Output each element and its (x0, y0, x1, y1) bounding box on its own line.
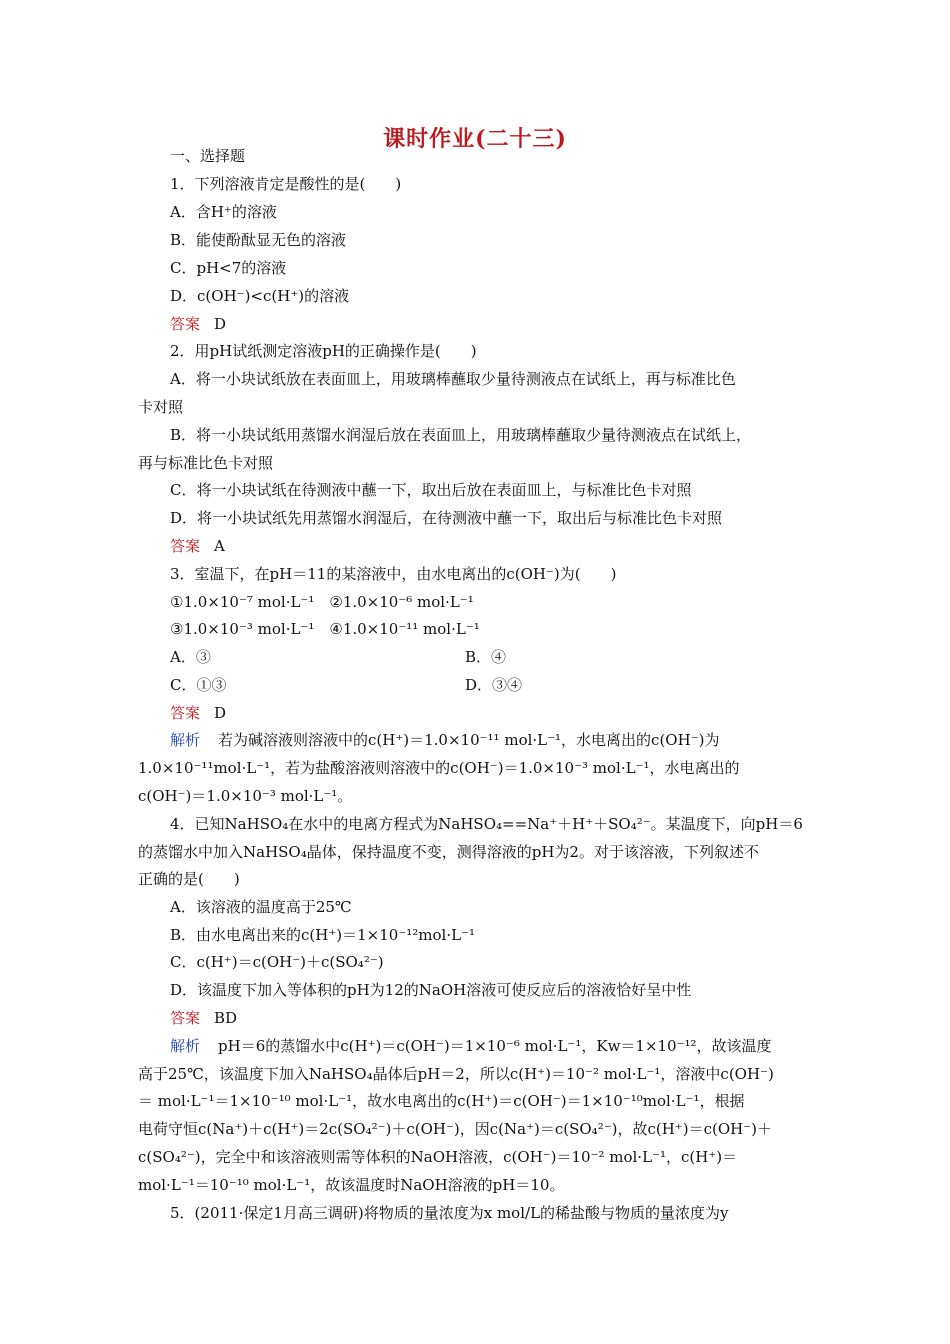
question-3-options-cd (170, 675, 818, 695)
question-3-stem: 3．室温下，在pH＝11的某溶液中，由水电离出的c(OH⁻)为( ) (170, 565, 617, 583)
question-3-option-b: B．④ (465, 648, 507, 666)
question-2-option-a-line2: 卡对照 (138, 398, 184, 416)
answer-label: 答案 (170, 704, 201, 722)
question-4-analysis-line3: ＝ mol·L⁻¹＝1×10⁻¹⁰ mol·L⁻¹，故水电离出的c(H⁺)＝c(OH⁻)＝1×10⁻¹⁰mol·L⁻¹，根据 (138, 1092, 745, 1110)
question-1-option-d: D．c(OH⁻)<c(H⁺)的溶液 (170, 287, 350, 305)
question-1-option-a: A．含H⁺的溶液 (170, 203, 277, 221)
question-2-option-c: C．将一小块试纸在待测液中蘸一下，取出后放在表面皿上，与标准比色卡对照 (170, 481, 692, 499)
question-3-answer (170, 703, 818, 723)
question-3-choices-1: ①1.0×10⁻⁷ mol·L⁻¹ ②1.0×10⁻⁶ mol·L⁻¹ (170, 593, 474, 611)
question-4-answer (170, 1008, 818, 1028)
question-4-option-a: A．该溶液的温度高于25℃ (170, 898, 352, 916)
page-title: 课时作业(二十三) (383, 126, 567, 152)
question-4-stem-line2: 的蒸馏水中加入NaHSO₄晶体，保持温度不变，测得溶液的pH为2。对于该溶液，下列叙述不 (138, 843, 759, 861)
question-4-stem-line3: 正确的是( ) (138, 870, 240, 888)
question-2-option-a-line1: A．将一小块试纸放在表面皿上，用玻璃棒蘸取少量待测液点在试纸上，再与标准比色 (170, 370, 736, 388)
question-1-option-b: B．能使酚酞显无色的溶液 (170, 231, 347, 249)
question-2-option-b-line2: 再与标准比色卡对照 (138, 454, 274, 472)
answer-value: BD (214, 1009, 238, 1027)
question-1-option-c: C．pH<7的溶液 (170, 259, 287, 277)
question-2-option-d: D．将一小块试纸先用蒸馏水润湿后，在待测液中蘸一下，取出后与标准比色卡对照 (170, 509, 723, 527)
question-2-answer (170, 536, 818, 556)
answer-label: 答案 (170, 537, 201, 555)
question-3-option-c: C．①③ (170, 676, 227, 694)
question-3-option-a: A．③ (170, 648, 211, 666)
analysis-label: 解析 (170, 1037, 201, 1055)
question-4-analysis-line5: c(SO₄²⁻)，完全中和该溶液则需等体积的NaOH溶液，c(OH⁻)＝10⁻² mol·L⁻¹，c(H⁺)＝ (138, 1148, 738, 1166)
question-1-answer (170, 314, 818, 334)
question-3-option-d: D．③④ (465, 676, 523, 694)
question-5-stem-line1: 5．(2011·保定1月高三调研)将物质的量浓度为x mol/L的稀盐酸与物质的量浓度为y (170, 1204, 729, 1222)
question-2-stem: 2．用pH试纸测定溶液pH的正确操作是( ) (170, 342, 477, 360)
question-4-option-b: B．由水电离出来的c(H⁺)＝1×10⁻¹²mol·L⁻¹ (170, 926, 475, 944)
question-4-analysis-line2: 高于25℃，该温度下加入NaHSO₄晶体后pH＝2，所以c(H⁺)＝10⁻² mol·L⁻¹，溶液中c(OH⁻) (138, 1065, 774, 1083)
question-4-analysis-line4: 电荷守恒c(Na⁺)＋c(H⁺)＝2c(SO₄²⁻)＋c(OH⁻)，因c(Na⁺)＝c(SO₄²⁻)，故c(H⁺)＝c(OH⁻)＋ (138, 1120, 772, 1138)
question-2-option-b-line1: B．将一小块试纸用蒸馏水润湿后放在表面皿上，用玻璃棒蘸取少量待测液点在试纸上， (170, 426, 752, 444)
question-4-stem-line1: 4．已知NaHSO₄在水中的电离方程式为NaHSO₄==Na⁺＋H⁺＋SO₄²⁻。某温度下，向pH＝6 (170, 815, 803, 833)
question-3-options-ab (170, 647, 818, 667)
question-4-option-c: C．c(H⁺)＝c(OH⁻)＋c(SO₄²⁻) (170, 953, 384, 971)
answer-value: D (214, 704, 227, 722)
question-3-analysis-line3: c(OH⁻)＝1.0×10⁻³ mol·L⁻¹。 (138, 787, 353, 805)
answer-label: 答案 (170, 315, 201, 333)
analysis-text: 若为碱溶液则溶液中的c(H⁺)＝1.0×10⁻¹¹ mol·L⁻¹，水电离出的c(OH⁻)为 (218, 731, 720, 749)
question-3-analysis-line2: 1.0×10⁻¹¹mol·L⁻¹，若为盐酸溶液则溶液中的c(OH⁻)＝1.0×10⁻³ mol·L⁻¹，水电离出的 (138, 759, 740, 777)
question-3-analysis-line1 (170, 730, 818, 750)
question-4-analysis-line1 (170, 1036, 818, 1056)
question-1-stem: 1．下列溶液肯定是酸性的是( ) (170, 175, 402, 193)
analysis-text: pH＝6的蒸馏水中c(H⁺)＝c(OH⁻)＝1×10⁻⁶ mol·L⁻¹，Kw＝1×10⁻¹²，故该温度 (218, 1037, 772, 1055)
question-4-analysis-line6: mol·L⁻¹＝10⁻¹⁰ mol·L⁻¹，故该温度时NaOH溶液的pH＝10。 (138, 1176, 565, 1194)
question-3-choices-2: ③1.0×10⁻³ mol·L⁻¹ ④1.0×10⁻¹¹ mol·L⁻¹ (170, 620, 480, 638)
answer-value: A (214, 537, 225, 555)
question-4-option-d: D．该温度下加入等体积的pH为12的NaOH溶液可使反应后的溶液恰好呈中性 (170, 981, 692, 999)
answer-label: 答案 (170, 1009, 201, 1027)
answer-value: D (214, 315, 227, 333)
analysis-label: 解析 (170, 731, 201, 749)
section-heading: 一、选择题 (170, 147, 246, 165)
